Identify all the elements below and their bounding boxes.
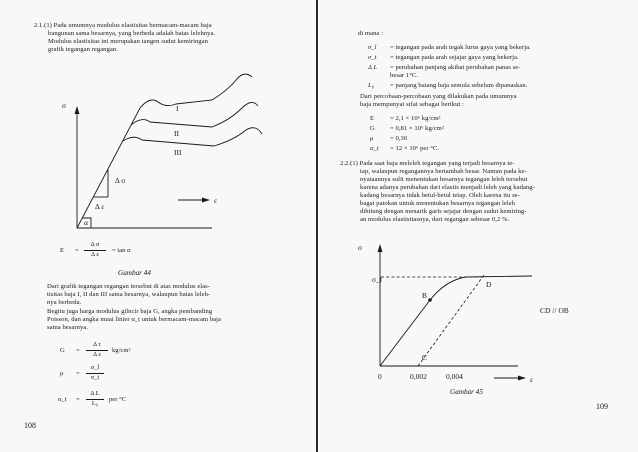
def-text-3b: besar 1°C. bbox=[390, 72, 419, 79]
prop-text-mu: = 0,30 bbox=[390, 135, 408, 142]
graph44-alpha: α bbox=[84, 218, 88, 227]
graph44-curve-III bbox=[123, 128, 262, 146]
formula-E-lhs: E bbox=[60, 247, 65, 254]
section-2-2-line-7: dihitung dengan menarik garis sejajar dengan sudut kemiring- bbox=[360, 208, 527, 215]
def-sym-2: σ_t bbox=[368, 54, 377, 61]
para2-line-3: sama besarnya. bbox=[47, 324, 88, 331]
formula-G-rhs: kg/cm² bbox=[112, 347, 131, 354]
graph45-y-label: σ bbox=[358, 243, 363, 252]
stress-strain-graph-44 bbox=[0, 0, 318, 452]
formula-E-num: Δ σ bbox=[90, 241, 100, 248]
graph45-label-D: D bbox=[486, 280, 492, 289]
caption-gambar-45: Gambar 45 bbox=[450, 388, 483, 396]
graph45-x-arrow bbox=[518, 376, 526, 381]
formula-G-lhs: G bbox=[60, 347, 65, 354]
section-2-1-line-4: grafik tegangan regangan. bbox=[48, 46, 118, 53]
formula-at-lhs: α_t bbox=[58, 396, 67, 403]
stress-strain-graph-45 bbox=[318, 0, 638, 452]
def-text-2: = tegangan pada arah sejajar gaya yang bekerja. bbox=[390, 54, 519, 61]
prop-text-E: = 2,1 × 10⁶ kg/cm² bbox=[390, 115, 441, 122]
section-2-1-line-3: Modulus elastisitas ini merupakan tangen sudut kemiringan bbox=[48, 38, 208, 45]
page-number-109: 109 bbox=[596, 402, 608, 411]
formula-mu-den: σ_t bbox=[90, 374, 100, 381]
section-2-2-line-3: nyataannya sulit menentukan besarnya tegangan leleh tersebut bbox=[360, 176, 528, 183]
para1-line-2: tisitas baja I, II dan III sama besarnya, walaupun batas leleh- bbox=[47, 291, 211, 298]
formula-mu-eq: = bbox=[76, 370, 80, 377]
graph45-stress-curve bbox=[380, 276, 532, 366]
formula-at-eq: = bbox=[76, 396, 80, 403]
intro-line-2: baja mempunyai sifat sebagai berikut : bbox=[360, 101, 464, 108]
graph45-tick-0004: 0,004 bbox=[446, 372, 463, 381]
para1-line-3: nya berbeda. bbox=[47, 299, 82, 306]
dimana-label: di mana : bbox=[358, 30, 383, 37]
intro-line-1: Dari percobaan-percobaan yang dilakukan pada umumnya bbox=[360, 93, 517, 100]
para2-line-2: Poisson, dan angka muai linier α_t untuk bermacam-macam baja bbox=[47, 316, 221, 323]
formula-G-num: Δ τ bbox=[93, 341, 101, 348]
def-sym-4: L₀ bbox=[368, 82, 375, 89]
formula-E-eq: = bbox=[75, 247, 79, 254]
graph44-curve-I bbox=[140, 74, 252, 108]
graph44-y-arrow bbox=[75, 106, 80, 114]
prop-sym-E: E bbox=[370, 115, 375, 122]
graph45-tick-0002: 0,002 bbox=[410, 372, 427, 381]
def-sym-1: σ_l bbox=[368, 44, 377, 51]
graph44-curve-label-I: I bbox=[176, 104, 179, 113]
formula-G-eq: = bbox=[76, 347, 80, 354]
formula-mu-lhs: μ bbox=[60, 370, 64, 377]
para1-line-1: Dari grafik tegangan regangan tersebut di atas modulus elas- bbox=[47, 283, 211, 290]
prop-sym-at: α_t bbox=[370, 145, 379, 152]
graph45-cd-ob: CD // OB bbox=[540, 306, 569, 315]
formula-at-den: L₀ bbox=[91, 400, 99, 407]
graph44-y-label: σ bbox=[62, 101, 67, 110]
formula-at-num: Δ L bbox=[90, 390, 100, 397]
formula-E-den: Δ ε bbox=[90, 251, 100, 258]
graph45-offset-line-CD bbox=[418, 275, 484, 366]
formula-mu-num: σ_l bbox=[90, 364, 100, 371]
graph45-tick-0: 0 bbox=[378, 372, 382, 381]
graph44-delta-eps: Δ ε bbox=[95, 202, 105, 211]
graph45-label-B: B bbox=[422, 291, 428, 300]
section-2-2-line-6: bagai patokan untuk menentukan besarnya tegangan leleh bbox=[360, 200, 516, 207]
para2-line-1: Begitu juga harga modulus gilncir baja G, angka pembanding bbox=[47, 308, 213, 315]
prop-text-at: = 12 × 10⁶ per °C. bbox=[390, 145, 440, 152]
graph44-curve-label-III: III bbox=[174, 148, 182, 157]
graph44-curve-II bbox=[131, 102, 258, 127]
section-2-2-line-4: karena adanya perubahan dari elastis menjadi leleh yang kadang- bbox=[360, 184, 535, 191]
graph45-x-label: ε bbox=[530, 375, 534, 384]
graph45-sigma-f: σ_f bbox=[372, 275, 383, 284]
graph45-y-arrow bbox=[378, 244, 383, 252]
section-2-2-line-2: tap, walaupun regangannya bertambah besar. Namun pada ke- bbox=[360, 168, 527, 175]
graph44-delta-sigma: Δ σ bbox=[115, 176, 126, 185]
def-text-1: = tegangan pada arah tegak lurus gaya yang bekerja. bbox=[390, 44, 531, 51]
section-2-1-line-2: bangunan sama besarnya, yang berbeda adalah batas lelehnya. bbox=[48, 30, 216, 37]
prop-sym-mu: μ bbox=[370, 135, 374, 142]
prop-text-G: = 0,81 × 10⁶ kg/cm² bbox=[390, 125, 444, 132]
section-2-2-line-8: an modulus elastisitasnya, dari regangan sebesar 0,2 %. bbox=[360, 216, 510, 223]
def-sym-3: Δ L bbox=[368, 64, 378, 71]
caption-gambar-44: Gambar 44 bbox=[118, 269, 151, 277]
def-text-3: = perubahan panjang akibat perubahan panas se- bbox=[390, 64, 521, 71]
page-number-108: 108 bbox=[24, 421, 36, 430]
section-2-1-line-1: 2.1.(1) Pada umumnya modulus elastisitas bermacam-macam baja bbox=[34, 22, 212, 29]
graph45-label-C: C bbox=[422, 353, 428, 362]
section-2-2-line-1: 2.2.(1) Pada saat baja meleleh tegangan yang terjadi besarnya te- bbox=[340, 160, 515, 167]
left-page bbox=[0, 0, 318, 452]
formula-G-den: Δ ε bbox=[92, 351, 102, 358]
graph44-elastic-line bbox=[77, 108, 140, 228]
formula-E-rhs: = tan α bbox=[112, 247, 131, 254]
def-text-4: = panjang batang baja semula sebelum dipanaskan. bbox=[390, 82, 528, 89]
formula-at-rhs: per °C bbox=[109, 396, 127, 403]
right-page bbox=[318, 0, 638, 452]
section-2-2-line-5: kadang besarnya tidak betul-betul tetap. Oleh karena itu se- bbox=[360, 192, 520, 199]
graph45-point-B bbox=[428, 298, 432, 302]
graph44-x-arrow bbox=[202, 198, 210, 203]
prop-sym-G: G bbox=[370, 125, 375, 132]
graph44-curve-label-II: II bbox=[174, 129, 179, 138]
graph44-x-label: ε bbox=[214, 196, 218, 205]
